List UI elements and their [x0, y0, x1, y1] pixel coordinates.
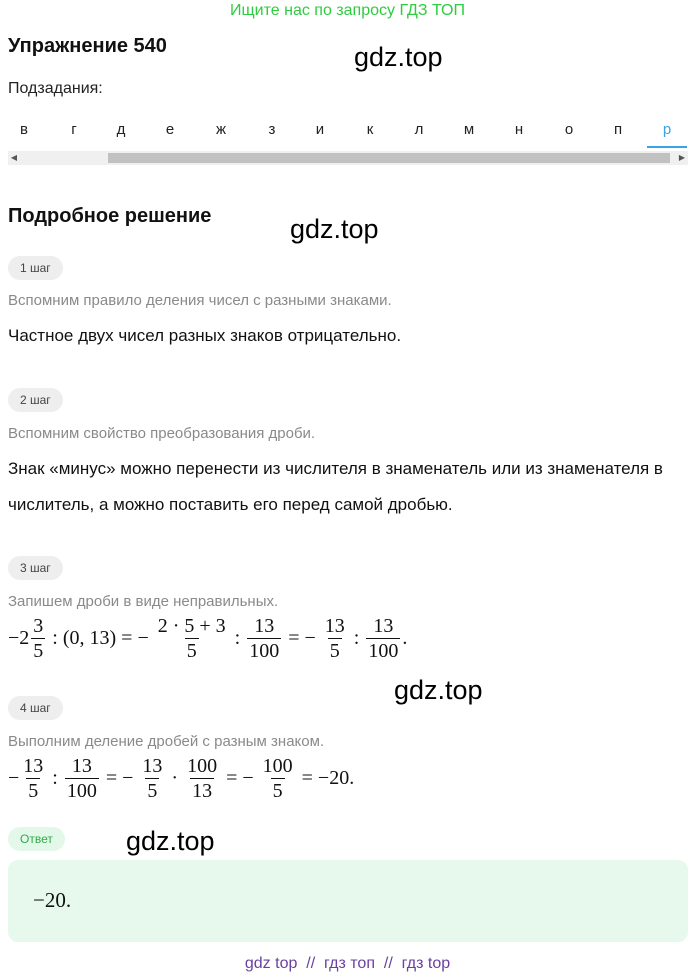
subtasks-label: Подзадания: — [8, 80, 103, 97]
tab-subtask[interactable]: о — [564, 121, 574, 138]
formula-term: : (0, 13) = − — [52, 627, 149, 649]
formula-term: = − — [105, 767, 134, 789]
denominator: 100 — [249, 640, 280, 662]
tab-subtask[interactable]: п — [613, 121, 623, 138]
answer-value: −20. — [33, 888, 72, 912]
formula-term: = − — [288, 627, 316, 649]
watermark: gdz.top — [126, 826, 215, 856]
solution-heading: Подробное решение — [8, 205, 212, 227]
scroll-left-icon[interactable]: ◀ — [10, 153, 18, 162]
step-hint: Выполним деление дробей с разным знаком. — [8, 733, 325, 750]
fraction — [140, 754, 164, 803]
numerator: 2 · 5 + 3 — [157, 615, 226, 637]
formula-term: . — [402, 627, 408, 649]
answer-box — [8, 860, 688, 942]
tab-subtask[interactable]: з — [268, 121, 276, 138]
tab-subtask[interactable]: д — [116, 121, 126, 138]
numerator: 100 — [187, 755, 218, 777]
tab-subtask[interactable]: л — [414, 121, 424, 138]
tab-subtask[interactable]: к — [366, 121, 374, 138]
formula-term: − — [8, 767, 20, 789]
numerator: 13 — [23, 755, 44, 777]
numerator: 13 — [373, 615, 394, 637]
step-text: Частное двух чисел разных знаков отрицательно. — [8, 326, 402, 345]
denominator: 5 — [33, 640, 44, 662]
tab-subtask[interactable]: н — [514, 121, 524, 138]
numerator: 13 — [71, 755, 92, 777]
numerator: 3 — [33, 615, 44, 637]
step-hint: Вспомним свойство преобразования дроби. — [8, 425, 316, 442]
numerator: 13 — [324, 615, 345, 637]
answer-badge: Ответ — [8, 827, 65, 851]
fraction — [156, 614, 228, 663]
fraction — [261, 754, 295, 803]
numerator: 100 — [262, 755, 293, 777]
promo-banner[interactable]: Ищите нас по запросу ГДЗ ТОП — [230, 2, 465, 19]
denominator: 100 — [66, 780, 97, 802]
horizontal-scrollbar[interactable] — [8, 151, 688, 165]
tab-subtask-active[interactable]: р — [647, 118, 687, 148]
fraction — [323, 614, 347, 663]
tab-subtask[interactable]: в — [20, 121, 28, 138]
tab-subtask[interactable]: и — [315, 121, 325, 138]
formula-term: −2 — [8, 627, 30, 649]
denominator: 5 — [28, 780, 39, 802]
step-badge: 1 шаг — [8, 256, 63, 280]
step-badge: 2 шаг — [8, 388, 63, 412]
denominator: 5 — [329, 640, 340, 662]
tab-subtask[interactable]: ж — [215, 121, 227, 138]
watermark: gdz.top — [394, 675, 483, 705]
fraction — [65, 754, 99, 803]
fraction — [21, 754, 45, 803]
fraction — [31, 614, 45, 663]
tab-subtask[interactable]: г — [71, 121, 77, 138]
step-formula — [8, 754, 359, 803]
footer-links[interactable]: gdz top // гдз топ // гдз top — [244, 955, 451, 972]
watermark: gdz.top — [290, 214, 379, 244]
step-formula — [8, 614, 407, 663]
tab-subtask[interactable]: м — [463, 121, 475, 138]
formula-term: : — [234, 627, 241, 649]
fraction — [185, 754, 219, 803]
formula-term: : — [52, 767, 58, 789]
scroll-thumb[interactable] — [108, 153, 670, 163]
step-hint: Вспомним правило деления чисел с разными знаками. — [8, 292, 392, 309]
denominator: 5 — [272, 780, 283, 802]
scroll-right-icon[interactable]: ▶ — [678, 153, 686, 162]
denominator: 13 — [192, 780, 213, 802]
denominator: 5 — [147, 780, 158, 802]
fraction — [366, 614, 400, 663]
formula-term: : — [353, 627, 360, 649]
step-text: Знак «минус» можно перенести из числителя в знаменатель или из знаменателя в числитель, а можно поставить его перед самой дробью. — [8, 459, 663, 514]
step-badge: 3 шаг — [8, 556, 63, 580]
formula-term: = −20. — [301, 767, 355, 789]
subtask-tabs — [0, 118, 695, 148]
formula-term: = − — [226, 767, 254, 789]
tab-subtask[interactable]: е — [165, 121, 175, 138]
numerator: 13 — [254, 615, 275, 637]
fraction — [247, 614, 281, 663]
step-badge: 4 шаг — [8, 696, 63, 720]
formula-term: · — [171, 767, 179, 789]
denominator: 100 — [368, 640, 399, 662]
step-hint: Запишем дроби в виде неправильных. — [8, 593, 279, 610]
watermark: gdz.top — [354, 42, 443, 72]
page-title: Упражнение 540 — [8, 35, 167, 57]
numerator: 13 — [142, 755, 163, 777]
denominator: 5 — [186, 640, 197, 662]
